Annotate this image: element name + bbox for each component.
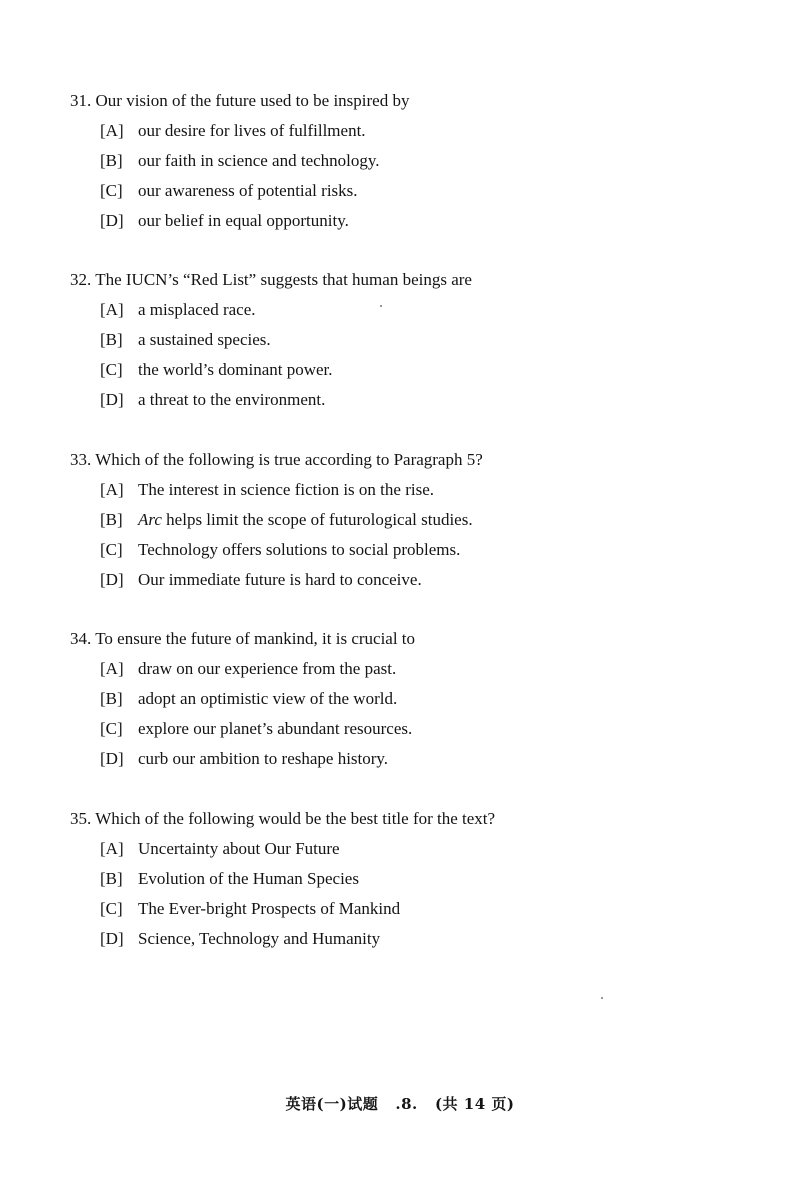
option-text: adopt an optimistic view of the world. [138,689,398,708]
question-33 [70,449,770,599]
option-letter: [B] [100,330,123,349]
option-letter: [C] [100,719,123,738]
option-b [100,150,770,180]
option-text-rest: helps limit the scope of futurological studies. [166,510,473,529]
question-number: 33. [70,450,92,469]
option-text: a misplaced race. [138,300,256,319]
option-text: our faith in science and technology. [138,151,380,170]
option-letter: [C] [100,181,123,200]
option-b [100,509,770,539]
option-c [100,718,770,748]
question-stem [70,269,770,299]
option-c [100,539,770,569]
option-letter: [D] [100,929,124,948]
option-letter: [A] [100,659,124,678]
page-footer [0,1093,800,1114]
page-total: (共 14 页) [434,1095,515,1113]
option-letter: [C] [100,540,123,559]
question-text: To ensure the future of mankind, it is crucial to [95,629,416,648]
option-letter: [A] [100,480,124,499]
question-35 [70,808,770,958]
option-letter: [D] [100,211,124,230]
question-text: Which of the following is true according to Paragraph 5? [95,450,483,469]
question-text: Which of the following would be the best title for the text? [95,809,496,828]
option-text: The interest in science fiction is on the rise. [138,480,434,499]
journal-title-italic: Arc [138,510,162,529]
exam-title: 英语(一)试题 [285,1095,379,1113]
question-stem [70,90,770,120]
option-b [100,688,770,718]
question-34 [70,628,770,778]
question-31 [70,90,770,240]
option-b [100,329,770,359]
option-text: our awareness of potential risks. [138,181,358,200]
option-letter: [C] [100,899,123,918]
option-a [100,838,770,868]
option-a [100,299,770,329]
option-text: curb our ambition to reshape history. [138,749,389,768]
option-d [100,928,770,958]
option-text: the world’s dominant power. [138,360,333,379]
question-number: 35. [70,809,92,828]
option-text: our belief in equal opportunity. [138,211,349,230]
question-text: The IUCN’s “Red List” suggests that human beings are [95,270,472,289]
option-letter: [B] [100,151,123,170]
option-d [100,748,770,778]
option-text: draw on our experience from the past. [138,659,397,678]
option-text: Science, Technology and Humanity [138,929,381,948]
option-text: a sustained species. [138,330,271,349]
scan-speck [380,305,382,307]
option-text: Evolution of the Human Species [138,869,359,888]
option-text: The Ever-bright Prospects of Mankind [138,899,401,918]
page-number: .8. [395,1095,418,1113]
option-letter: [C] [100,360,123,379]
option-a [100,479,770,509]
option-letter: [A] [100,300,124,319]
scan-speck [601,997,603,999]
option-text: Uncertainty about Our Future [138,839,340,858]
option-text [138,510,473,529]
option-letter: [D] [100,390,124,409]
question-text: Our vision of the future used to be inspired by [95,91,410,110]
option-text: our desire for lives of fulfillment. [138,121,366,140]
option-b [100,868,770,898]
question-stem [70,628,770,658]
option-letter: [D] [100,570,124,589]
option-a [100,658,770,688]
option-text: a threat to the environment. [138,390,326,409]
option-a [100,120,770,150]
option-text: Technology offers solutions to social problems. [138,540,461,559]
option-letter: [A] [100,121,124,140]
option-letter: [D] [100,749,124,768]
option-letter: [B] [100,869,123,888]
option-c [100,180,770,210]
question-number: 32. [70,270,92,289]
option-d [100,389,770,419]
option-text: explore our planet’s abundant resources. [138,719,413,738]
option-c [100,359,770,389]
question-stem [70,449,770,479]
question-32 [70,269,770,419]
option-c [100,898,770,928]
option-letter: [A] [100,839,124,858]
option-d [100,210,770,240]
option-text: Our immediate future is hard to conceive. [138,570,422,589]
option-letter: [B] [100,510,123,529]
option-letter: [B] [100,689,123,708]
option-d [100,569,770,599]
question-number: 31. [70,91,92,110]
question-number: 34. [70,629,92,648]
question-stem [70,808,770,838]
